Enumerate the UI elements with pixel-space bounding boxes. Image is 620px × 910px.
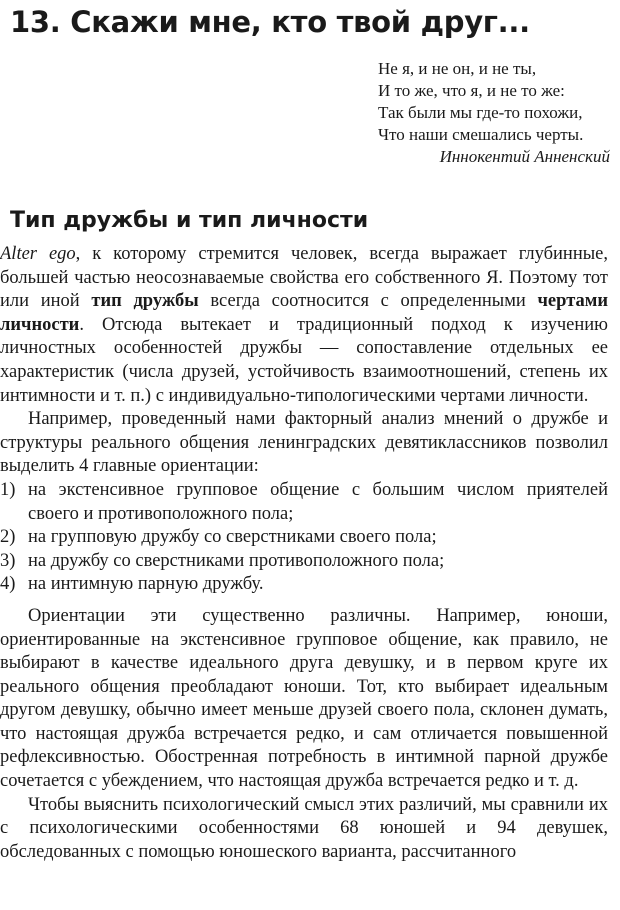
body-text: [0, 243, 608, 864]
paragraph-orientations-differ: Ориентации эти существенно различны. Например, юноши, ориентированные на экстенсивное групповое общение, как правило, не выбирают в качестве идеального друга девушку, и в первом круге их реального общения преобладают юноши. Тот, кто выбирает идеальным другом девушку, обычно имеет меньше друзей своего пола, склонен думать, что настоящая дружба встречается редко, и сам отличается повышенной рефлексивностью. Обостренная потребность в интимной парной дружбе сочетается с убеждением, что настоящая дружба встречается редко и т. д.: [0, 605, 608, 792]
paragraph-text: всегда соотносится с определенными: [198, 291, 538, 312]
list-text: на экстенсивное групповое общение с большим числом приятелей своего и противоположного пола;: [28, 479, 608, 524]
epigraph-line: Не я, и не он, и не ты,: [378, 59, 537, 78]
spacer: [0, 597, 608, 605]
list-item: [0, 526, 608, 550]
paragraph-text: , к которому стремится человек, всегда выражает глубинные, большей частью неосознаваемые свойства его собственного Я. Поэтому тот или иной: [0, 244, 608, 312]
list-item: [0, 573, 608, 597]
paragraph-text: . Отсюда вытекает и традиционный подход к изучению личностных особенностей дружбы — сопоставление отдельных ее характеристик (числа друзей, устойчивость взаимоотношений, степень их интимности и т. п.) с индивидуально-типологическими чертами личности.: [0, 314, 608, 406]
epigraph-line: И то же, что я, и не то же:: [378, 81, 565, 100]
list-number: 3): [0, 550, 16, 571]
alter-ego-term: Alter ego: [0, 244, 76, 264]
list-number: 2): [0, 527, 16, 548]
paragraph-alter-ego: [0, 243, 608, 408]
list-number: 1): [0, 479, 16, 500]
list-item: [0, 479, 608, 526]
list-item: [0, 550, 608, 574]
paragraph-factor-analysis: Например, проведенный нами факторный анализ мнений о дружбе и структуры реального общения ленинградских девятиклассников позволил выделить 4 главные ориентации:: [0, 409, 608, 477]
term-friendship-type: тип дружбы: [91, 291, 199, 312]
chapter-title: 13. Скажи мне, кто твой друг...: [10, 5, 530, 39]
section-title: Тип дружбы и тип личности: [10, 208, 369, 233]
list-text: на групповую дружбу со сверстниками своего пола;: [28, 527, 437, 548]
list-text: на дружбу со сверстниками противоположного пола;: [28, 550, 445, 571]
paragraph-psychological-meaning: Чтобы выяснить психологический смысл этих различий, мы сравнили их с психологическими особенностями 68 юношей и 94 девушек, обследованных с помощью юношеского варианта, рассчитанного: [0, 794, 608, 862]
epigraph: [378, 58, 618, 168]
orientations-list: [0, 479, 608, 597]
epigraph-line: Что наши смешались черты.: [378, 125, 584, 144]
list-text: на интимную парную дружбу.: [28, 574, 264, 595]
list-number: 4): [0, 574, 16, 595]
epigraph-line: Так были мы где-то похожи,: [378, 103, 583, 122]
epigraph-author: Иннокентий Анненский: [439, 147, 610, 166]
term-personality-traits: чертами личности: [0, 291, 609, 335]
